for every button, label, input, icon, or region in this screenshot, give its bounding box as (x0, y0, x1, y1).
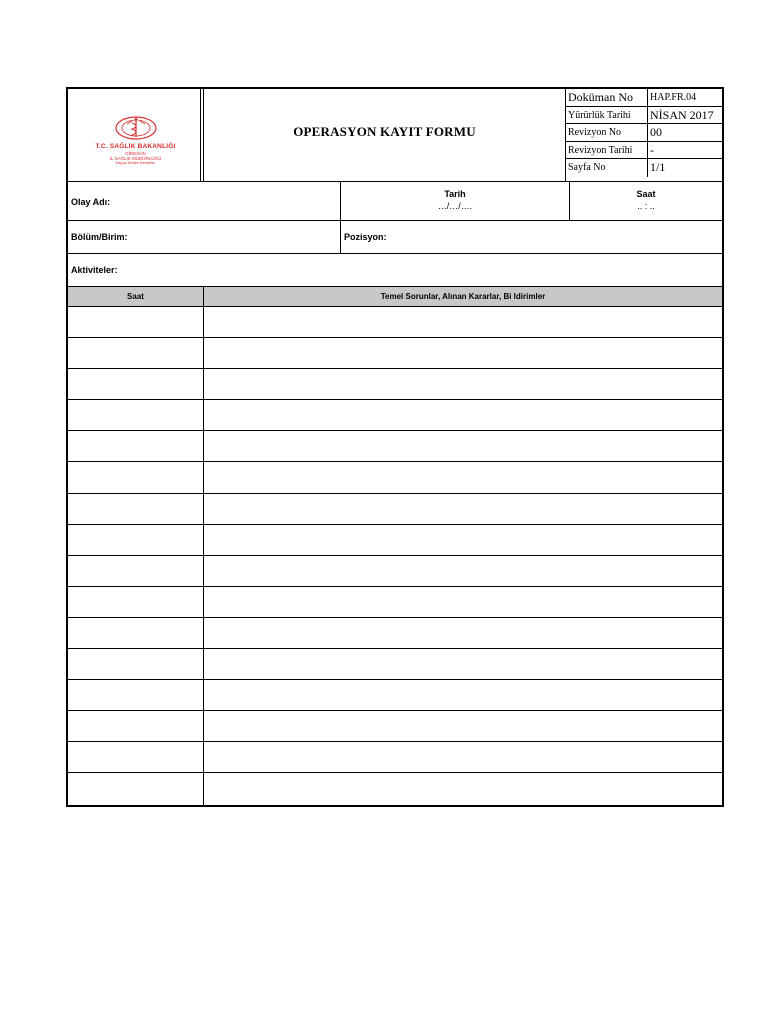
logo-slogan: Kapıya Destek Hizmetleri (115, 161, 156, 165)
table-row (68, 742, 722, 773)
table-row (68, 307, 722, 338)
table-row (68, 525, 722, 556)
logo-ministry-name: T.C. SAĞLIK BAKANLIĞI (95, 143, 176, 150)
department-label: Bölüm/Birim: (71, 232, 128, 242)
time-cell[interactable] (68, 556, 204, 586)
meta-value: HAP.FR.04 (650, 92, 697, 103)
time-cell[interactable] (68, 773, 204, 804)
table-row (68, 369, 722, 400)
time-cell[interactable] (68, 431, 204, 461)
position-field[interactable] (341, 221, 722, 253)
meta-row-revision-date (566, 142, 722, 160)
table-row (68, 494, 722, 525)
time-cell[interactable] (68, 494, 204, 524)
activities-field[interactable] (68, 254, 722, 286)
meta-row-page-no (566, 159, 722, 177)
meta-value: - (650, 142, 654, 157)
table-row (68, 462, 722, 493)
column-header-time: Saat (68, 287, 204, 306)
time-placeholder: .. : .. (637, 201, 655, 211)
department-field[interactable] (68, 221, 341, 253)
table-row (68, 680, 722, 711)
column-header-notes: Temel Sorunlar, Alınan Kararlar, Bi ldirimler (380, 292, 546, 301)
info-row-activities (68, 254, 722, 287)
event-name-label: Olay Adı: (71, 197, 111, 207)
table-row (68, 556, 722, 587)
activities-label: Aktiviteler: (71, 265, 118, 275)
time-cell[interactable] (68, 649, 204, 679)
notes-cell[interactable] (204, 711, 722, 741)
notes-cell[interactable] (204, 494, 722, 524)
notes-cell[interactable] (204, 773, 722, 804)
info-row-event (68, 182, 722, 221)
position-label: Pozisyon: (344, 232, 387, 242)
date-placeholder: …/…/…. (437, 201, 473, 211)
info-row-department (68, 221, 722, 254)
time-cell[interactable] (68, 525, 204, 555)
meta-row-revision-no (566, 124, 722, 142)
notes-cell[interactable] (204, 618, 722, 648)
notes-cell[interactable] (204, 431, 722, 461)
document-meta-table (566, 89, 722, 181)
date-field[interactable] (341, 182, 570, 220)
meta-label: Yürürlük Tarihi (566, 107, 648, 124)
meta-label: Revizyon No (566, 124, 648, 141)
logo-directorate: İL SAĞLIK MÜDÜRLÜĞÜ (109, 156, 162, 161)
notes-cell[interactable] (204, 556, 722, 586)
event-name-field[interactable] (68, 182, 341, 220)
meta-label: Doküman No (566, 89, 648, 106)
date-label: Tarih (444, 189, 466, 199)
table-row (68, 338, 722, 369)
table-body (68, 307, 722, 805)
time-cell[interactable] (68, 462, 204, 492)
operation-record-form (66, 87, 724, 807)
title-cell (204, 89, 566, 181)
time-label: Saat (636, 189, 656, 199)
time-cell[interactable] (68, 307, 204, 337)
table-row (68, 649, 722, 680)
ministry-logo-cell (68, 89, 204, 181)
meta-row-document-no (566, 89, 722, 107)
meta-value: 00 (650, 125, 662, 140)
meta-row-effective-date (566, 107, 722, 125)
table-header (68, 287, 722, 307)
form-header (68, 89, 722, 182)
table-row (68, 773, 722, 804)
meta-label: Sayfa No (566, 159, 648, 177)
notes-cell[interactable] (204, 307, 722, 337)
time-cell[interactable] (68, 369, 204, 399)
notes-cell[interactable] (204, 587, 722, 617)
notes-cell[interactable] (204, 369, 722, 399)
time-cell[interactable] (68, 587, 204, 617)
notes-cell[interactable] (204, 525, 722, 555)
table-row (68, 711, 722, 742)
time-cell[interactable] (68, 680, 204, 710)
time-cell[interactable] (68, 338, 204, 368)
form-title: OPERASYON KAYIT FORMU (293, 124, 476, 139)
time-cell[interactable] (68, 400, 204, 430)
time-field[interactable] (570, 182, 722, 220)
table-row (68, 587, 722, 618)
meta-label: Revizyon Tarihi (566, 142, 648, 159)
notes-cell[interactable] (204, 462, 722, 492)
table-row (68, 431, 722, 462)
table-row (68, 400, 722, 431)
notes-cell[interactable] (204, 400, 722, 430)
notes-cell[interactable] (204, 742, 722, 772)
meta-value: 1/1 (650, 160, 666, 175)
time-cell[interactable] (68, 742, 204, 772)
time-cell[interactable] (68, 711, 204, 741)
time-cell[interactable] (68, 618, 204, 648)
ministry-emblem-icon (113, 115, 159, 141)
meta-value: NİSAN 2017 (650, 107, 714, 122)
notes-cell[interactable] (204, 649, 722, 679)
notes-cell[interactable] (204, 680, 722, 710)
logo-city: GİRESUN (125, 151, 146, 156)
notes-cell[interactable] (204, 338, 722, 368)
table-row (68, 618, 722, 649)
